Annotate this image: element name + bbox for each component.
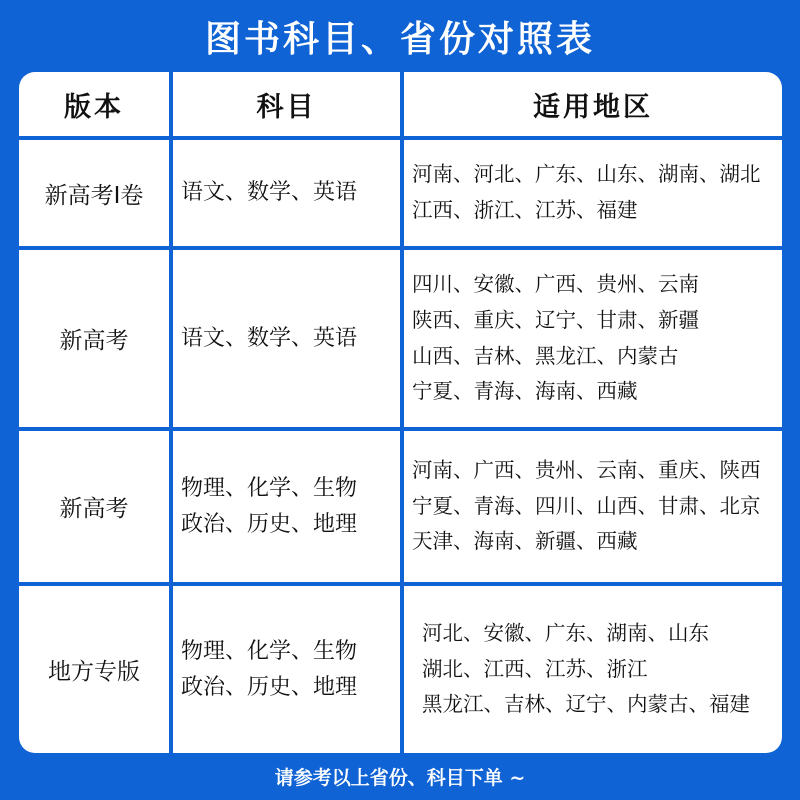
- version-cell: 新高考: [59, 328, 129, 354]
- header-version: 版本: [64, 91, 124, 123]
- subject-line: 语文、数学、英语: [181, 180, 358, 206]
- region-cell: [404, 431, 782, 582]
- region-line: 山西、吉林、黑龙江、内蒙古: [412, 343, 679, 368]
- subject-line: 政治、历史、地理: [181, 674, 358, 700]
- header-subject: 科目: [256, 91, 317, 123]
- region-line: 河北、安徽、广东、湖南、山东: [422, 620, 709, 645]
- subject-cell: [173, 431, 400, 582]
- subject-cell: [173, 250, 400, 427]
- region-line: 四川、安徽、广西、贵州、云南: [412, 271, 699, 296]
- header-region: 适用地区: [533, 91, 653, 123]
- subject-cell: [173, 586, 400, 753]
- subject-line: 物理、化学、生物: [181, 476, 358, 502]
- comparison-table: [19, 72, 782, 753]
- version-cell: 新高考: [59, 496, 129, 522]
- region-line: 宁夏、青海、四川、山西、甘肃、北京: [412, 493, 761, 518]
- region-line: 陕西、重庆、辽宁、甘肃、新疆: [412, 307, 699, 332]
- subject-cell: [173, 140, 400, 246]
- version-cell: 地方专版: [48, 659, 140, 685]
- page-title: 图书科目、省份对照表: [204, 18, 595, 60]
- region-line: 黑龙江、吉林、辽宁、内蒙古、福建: [422, 692, 750, 717]
- region-cell: [404, 250, 782, 427]
- subject-line: 语文、数学、英语: [181, 325, 358, 351]
- subject-line: 政治、历史、地理: [181, 511, 358, 537]
- subject-line: 物理、化学、生物: [181, 639, 358, 665]
- region-cell: [404, 140, 782, 246]
- region-line: 河南、广西、贵州、云南、重庆、陕西: [412, 457, 761, 482]
- region-line: 湖北、江西、江苏、浙江: [422, 656, 648, 681]
- region-line: 天津、海南、新疆、西藏: [412, 529, 638, 554]
- region-line: 宁夏、青海、海南、西藏: [412, 379, 638, 404]
- order-note: 请参考以上省份、科目下单 ~: [274, 767, 526, 789]
- region-line: 河南、河北、广东、山东、湖南、湖北: [412, 162, 761, 187]
- version-cell: 新高考Ⅰ卷: [44, 182, 144, 209]
- region-cell: [404, 586, 782, 753]
- region-line: 江西、浙江、江苏、福建: [412, 198, 638, 222]
